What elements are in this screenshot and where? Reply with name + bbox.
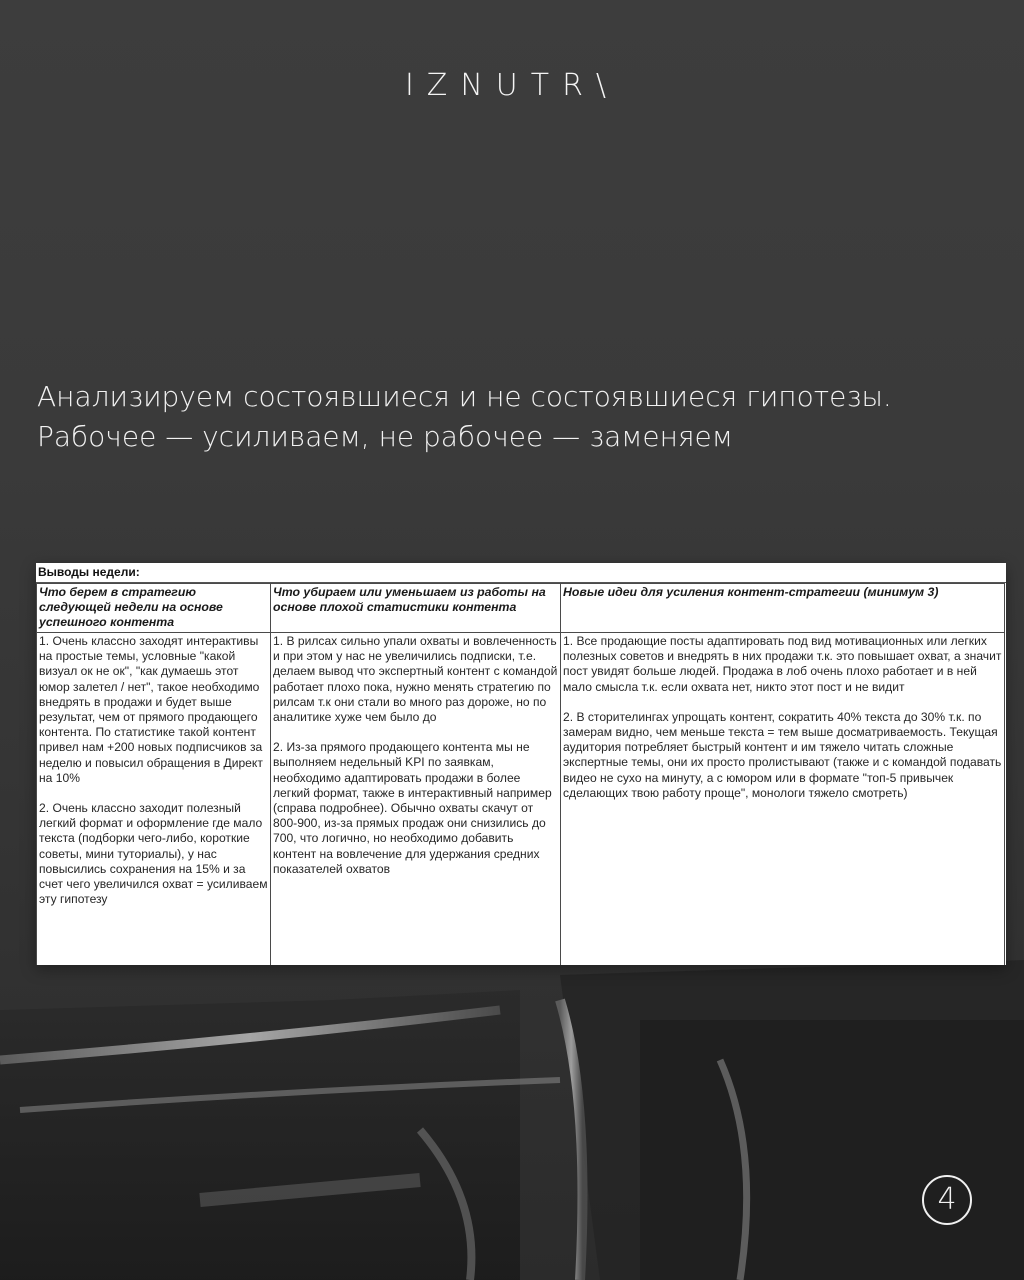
cell-keep-point-2: 2. Очень классно заходит полезный легкий формат и оформление где мало текста (подборки чего-либо, короткие советы, мини туториалы), у нас повысились сохранения на 15% и за счет чего увеличился охват = усиливаем эту гипотезу — [39, 801, 271, 907]
table-row — [37, 633, 1005, 966]
table-header-row — [37, 584, 1005, 633]
spreadsheet-screenshot — [36, 563, 1006, 965]
conclusions-table — [36, 583, 1005, 965]
cell-ideas-point-2: 2. В сторителингах упрощать контент, сократить 40% текста до 30% т.к. по замерам видно, чем меньше текста = тем выше досматриваемость. Текущая аудитория потребляет быстрый контент и им тяжело читать сложные экспертные темы, они их просто пролистывают (также и с командой подавать видео не сухо на минуту, а с юмором или в формате "топ-5 привычек сделающих твою работу проще", монологи тяжело смотреть) — [563, 709, 1005, 800]
cell-new-ideas — [561, 633, 1005, 966]
headline-line-2: Рабочее — усиливаем, не рабочее — заменяем — [37, 420, 733, 453]
cell-remove — [271, 633, 561, 966]
column-header-new-ideas: Новые идеи для усиления контент-стратегии (минимум 3) — [561, 584, 1005, 633]
column-header-keep: Что берем в стратегию следующей недели на основе успешного контента — [37, 584, 271, 633]
cell-keep-point-1: 1. Очень классно заходят интерактивы на простые темы, условные "какой визуал ок не ок", "как думаешь этот юмор залетел / нет", такое необходимо внедрять в продажи и будет выше результат, чем от прямого продающего контента. По статистике такой контент привел нам +200 новых подписчиков за неделю и повысил обращения в Директ на 10% — [39, 634, 267, 785]
headline — [37, 377, 997, 457]
page-number-badge: 4 — [922, 1175, 972, 1225]
brand-logo: IZNUTR\ — [404, 68, 620, 103]
sheet-title: Выводы недели: — [36, 563, 1006, 583]
column-header-remove: Что убираем или уменьшаем из работы на основе плохой статистики контента — [271, 584, 561, 633]
cell-remove-point-1: 1. В рилсах сильно упали охваты и вовлеченность и при этом у нас не увеличились подписки, т.е. делаем вывод что экспертный контент с командой работает плохо пока, нужно менять стратегию по рилсам т.к они стали во много раз дороже, но по аналитике хуже чем было до — [273, 634, 561, 725]
cell-remove-point-2: 2. Из-за прямого продающего контента мы не выполняем недельный KPI по заявкам, необходимо адаптировать продажи в более легкий формат, также в интерактивный например (справа подробнее). Обычно охваты скачут от 800-900, из-за прямых продаж они снизились до 700, что логично, но необходимо добавить контент на вовлечение для удержания средних показателей охватов — [273, 740, 556, 876]
cell-keep — [37, 633, 271, 966]
cell-ideas-point-1: 1. Все продающие посты адаптировать под вид мотивационных или легких полезных советов и внедрять в них продажи т.к. это повышает охват, а значит пост увидят больше людей. Продажа в лоб очень плохо работает и в ней мало смысла т.к. если охвата нет, никто этот пост и не видит — [563, 634, 1005, 694]
headline-line-1: Анализируем состоявшиеся и не состоявшиеся гипотезы. — [37, 380, 892, 413]
